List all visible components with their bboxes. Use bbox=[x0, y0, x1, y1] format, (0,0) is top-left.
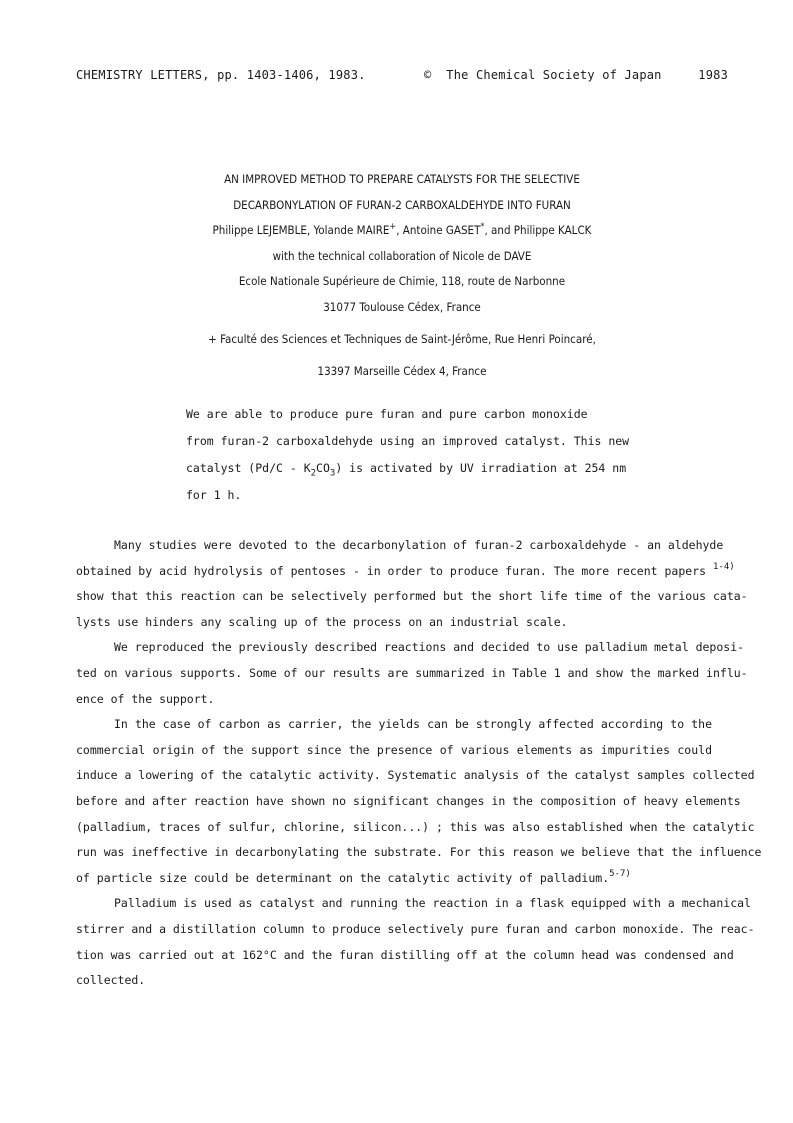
text-line-content: obtained by acid hydrolysis of pentoses - in order to produce furan. The more recent papers bbox=[76, 563, 707, 578]
text-line: run was ineffective in decarbonylating the substrate. For this reason we believe that the influence bbox=[76, 845, 762, 860]
text-line: We reproduced the previously described reactions and decided to use palladium metal deposi- bbox=[114, 640, 745, 655]
subscript: 2 bbox=[310, 468, 317, 479]
author-mark-plus: + bbox=[389, 222, 397, 233]
paragraph-4 bbox=[76, 895, 755, 997]
text-line: lysts use hinders any scaling up of the process on an industrial scale. bbox=[76, 614, 568, 629]
paragraph-3 bbox=[76, 716, 762, 895]
copyright-notice: © The Chemical Society of Japan bbox=[424, 68, 662, 82]
paper-title-line-2: DECARBONYLATION OF FURAN-2 CARBOXALDEHYDE INTO FURAN bbox=[233, 197, 571, 212]
text-line: before and after reaction have shown no significant changes in the composition of heavy elements bbox=[76, 793, 741, 808]
journal-citation: CHEMISTRY LETTERS, pp. 1403-1406, 1983. bbox=[76, 68, 366, 82]
paragraph-2 bbox=[76, 639, 748, 716]
text-line-content: of particle size could be determinant on the catalytic activity of palladium. bbox=[76, 870, 610, 885]
abstract-line-1: We are able to produce pure furan and pure carbon monoxide bbox=[186, 407, 588, 421]
affiliation-2-line-1: + Faculté des Sciences et Techniques de Saint-Jérôme, Rue Henri Poincaré, bbox=[208, 331, 596, 346]
text-line bbox=[76, 561, 735, 589]
author-3: , Antoine GASET bbox=[396, 223, 481, 237]
abstract-line-4: for 1 h. bbox=[186, 488, 242, 502]
abstract bbox=[186, 406, 630, 514]
reference-superscript: 1-4) bbox=[712, 561, 735, 572]
abstract-line-3 bbox=[186, 460, 627, 487]
text-line: induce a lowering of the catalytic activity. Systematic analysis of the catalyst samples collected bbox=[76, 768, 755, 783]
body-text bbox=[76, 537, 762, 998]
reference-superscript: 5-7) bbox=[609, 868, 631, 879]
text-line: Many studies were devoted to the decarbonylation of furan-2 carboxaldehyde - an aldehyde bbox=[114, 538, 724, 552]
author-1-2: Philippe LEJEMBLE, Yolande MAIRE bbox=[212, 223, 390, 237]
collaboration-note: with the technical collaboration of Nicole de DAVE bbox=[272, 248, 532, 263]
abstract-text: CO bbox=[316, 461, 330, 475]
affiliation-2-line-2: 13397 Marseille Cédex 4, France bbox=[317, 363, 487, 378]
subscript: 3 bbox=[329, 468, 336, 479]
text-line: commercial origin of the support since the presence of various elements as impurities could bbox=[76, 742, 712, 757]
header-year: 1983 bbox=[698, 68, 728, 82]
author-list bbox=[76, 222, 728, 248]
affiliation-1-line-1: Ecole Nationale Supérieure de Chimie, 118, route de Narbonne bbox=[238, 274, 566, 288]
text-line: ted on various supports. Some of our results are summarized in Table 1 and show the marked influ- bbox=[76, 665, 748, 680]
text-line bbox=[76, 870, 712, 896]
title-block bbox=[76, 171, 728, 388]
text-line: Palladium is used as catalyst and running the reaction in a flask equipped with a mechanical bbox=[114, 896, 751, 911]
text-line: collected. bbox=[76, 973, 146, 988]
text-line: show that this reaction can be selectively performed but the short life time of the various cata- bbox=[76, 589, 748, 604]
text-line: tion was carried out at 162°C and the furan distilling off at the column head was condensed and bbox=[76, 947, 734, 962]
text-line: stirrer and a distillation column to produce selectively pure furan and carbon monoxide. The reac- bbox=[76, 921, 755, 936]
text-line: (palladium, traces of sulfur, chlorine, silicon...) ; this was also established when the catalytic bbox=[76, 819, 755, 834]
paragraph-1 bbox=[76, 537, 748, 639]
author-mark-star: * bbox=[480, 222, 485, 233]
author-4: , and Philippe KALCK bbox=[484, 223, 592, 237]
abstract-text: ) is activated by UV irradiation at 254 nm bbox=[335, 461, 627, 475]
abstract-line-2: from furan-2 carboxaldehyde using an improved catalyst. This new bbox=[186, 434, 630, 448]
text-line: ence of the support. bbox=[76, 691, 215, 706]
affiliation-1-line-2: 31077 Toulouse Cédex, France bbox=[323, 299, 481, 314]
paper-title-line-1: AN IMPROVED METHOD TO PREPARE CATALYSTS FOR THE SELECTIVE bbox=[224, 172, 580, 186]
abstract-text: catalyst (Pd/C - K bbox=[186, 461, 311, 475]
text-line: In the case of carbon as carrier, the yields can be strongly affected according to the bbox=[114, 717, 712, 732]
